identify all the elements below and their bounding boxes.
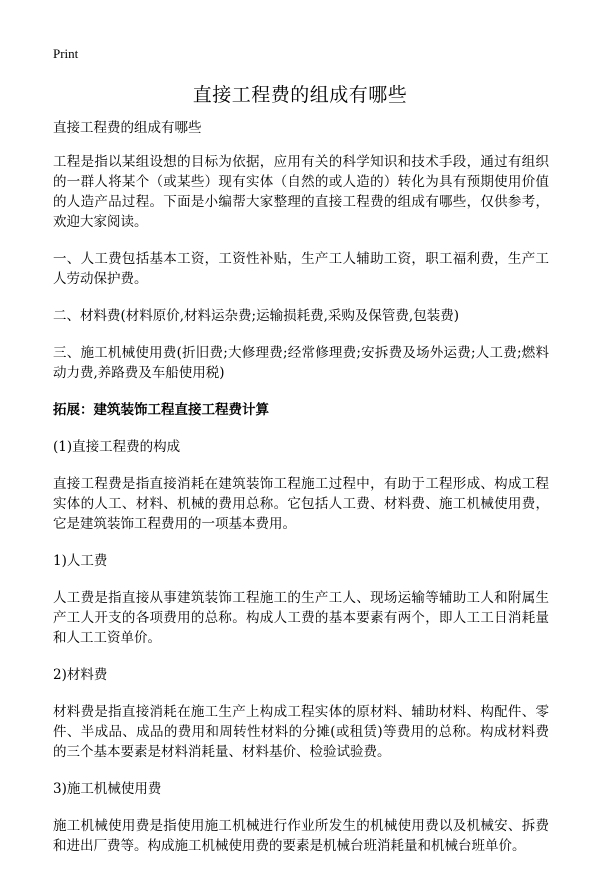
- subheading-machinery: 3)施工机械使用费: [53, 781, 162, 797]
- paragraph-material-cost: 二、材料费(材料原价,材料运杂费;运输损耗费,采购及保管费,包装费): [53, 308, 459, 324]
- page-title: 直接工程费的组成有哪些: [192, 84, 408, 106]
- article-body: [53, 118, 549, 873]
- paragraph-machinery-definition: 施工机械使用费是指使用施工机械进行作业所发生的机械使用费以及机械安、拆费和进出厂费等。构成施工机械使用费的要素是机械台班消耗量和机械台班单价。: [53, 818, 549, 854]
- subheading-labor: 1)人工费: [53, 553, 108, 569]
- section-heading-extension: 拓展：建筑装饰工程直接工程费计算: [53, 402, 269, 418]
- paragraph-engineering-definition: 工程是指以某组设想的目标为依据，应用有关的科学知识和技术手段，通过有组织的一群人将某个（或某些）现有实体（自然的或人造的）转化为具有预期使用价值的人造产品过程。下面是小编帮大家整理的直接工程费的组成有哪些，仅供参考，欢迎大家阅读。: [53, 154, 549, 230]
- paragraph-machinery-cost: 三、施工机械使用费(折旧费;大修理费;经常修理费;安拆费及场外运费;人工费;燃料动力费,养路费及车船使用税): [53, 345, 549, 381]
- paragraph-labor-definition: 人工费是指直接从事建筑装饰工程施工的生产工人、现场运输等辅助工人和附属生产工人开支的各项费用的总称。构成人工费的基本要素有两个，即人工工日消耗量和人工工资单价。: [53, 590, 549, 646]
- paragraph-material-definition: 材料费是指直接消耗在施工生产上构成工程实体的原材料、辅助材料、构配件、零件、半成品、成品的费用和周转性材料的分摊(或租赁)等费用的总称。构成材料费的三个基本要素是材料消耗量、材料基价、检验试验费。: [53, 704, 549, 760]
- print-link[interactable]: Print: [53, 46, 79, 61]
- paragraph-labor-cost: 一、人工费包括基本工资，工资性补贴，生产工人辅助工资，职工福利费，生产工人劳动保护费。: [53, 251, 549, 287]
- subheading-composition: (1)直接工程费的构成: [53, 439, 181, 455]
- intro-heading: 直接工程费的组成有哪些: [53, 120, 202, 136]
- subheading-material: 2)材料费: [53, 667, 108, 683]
- paragraph-direct-cost-definition: 直接工程费是指直接消耗在建筑装饰工程施工过程中，有助于工程形成、构成工程实体的人工、材料、机械的费用总称。它包括人工费、材料费、施工机械使用费，它是建筑装饰工程费用的一项基本费用。: [53, 476, 549, 532]
